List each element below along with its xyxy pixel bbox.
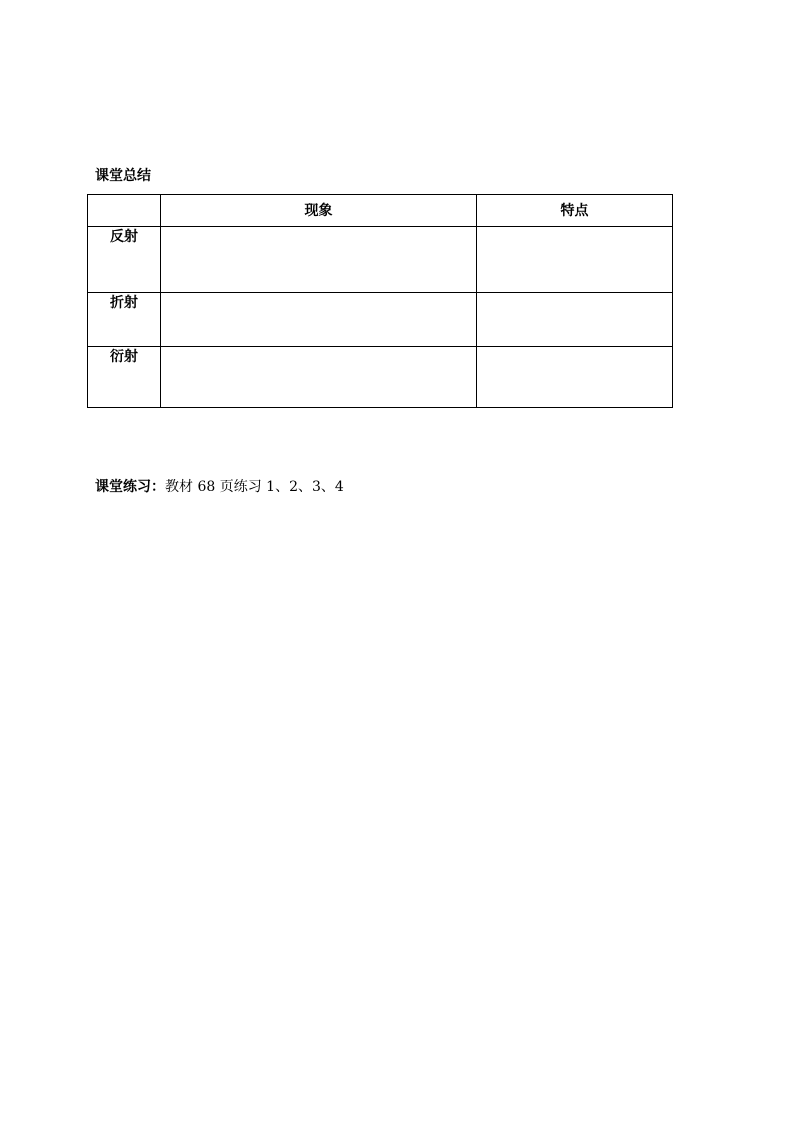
practice-detail: 教材 68 页练习 1、2、3、4 bbox=[165, 479, 344, 495]
summary-title: 课堂总结 bbox=[95, 168, 151, 184]
table-row bbox=[88, 293, 673, 347]
table-row bbox=[88, 347, 673, 408]
header-cell-empty bbox=[88, 195, 161, 227]
cell-feature[interactable] bbox=[477, 293, 673, 347]
table-header-row bbox=[88, 195, 673, 227]
cell-phenomenon[interactable] bbox=[161, 347, 477, 408]
row-label-refraction: 折射 bbox=[88, 293, 161, 347]
practice-lead: 课堂练习： bbox=[95, 479, 165, 495]
row-label-diffraction: 衍射 bbox=[88, 347, 161, 408]
summary-table bbox=[87, 194, 673, 408]
header-cell-feature: 特点 bbox=[477, 195, 673, 227]
cell-feature[interactable] bbox=[477, 347, 673, 408]
cell-feature[interactable] bbox=[477, 227, 673, 293]
cell-phenomenon[interactable] bbox=[161, 293, 477, 347]
practice-line bbox=[95, 477, 344, 497]
row-label-reflection: 反射 bbox=[88, 227, 161, 293]
cell-phenomenon[interactable] bbox=[161, 227, 477, 293]
header-cell-phenomenon: 现象 bbox=[161, 195, 477, 227]
table-row bbox=[88, 227, 673, 293]
